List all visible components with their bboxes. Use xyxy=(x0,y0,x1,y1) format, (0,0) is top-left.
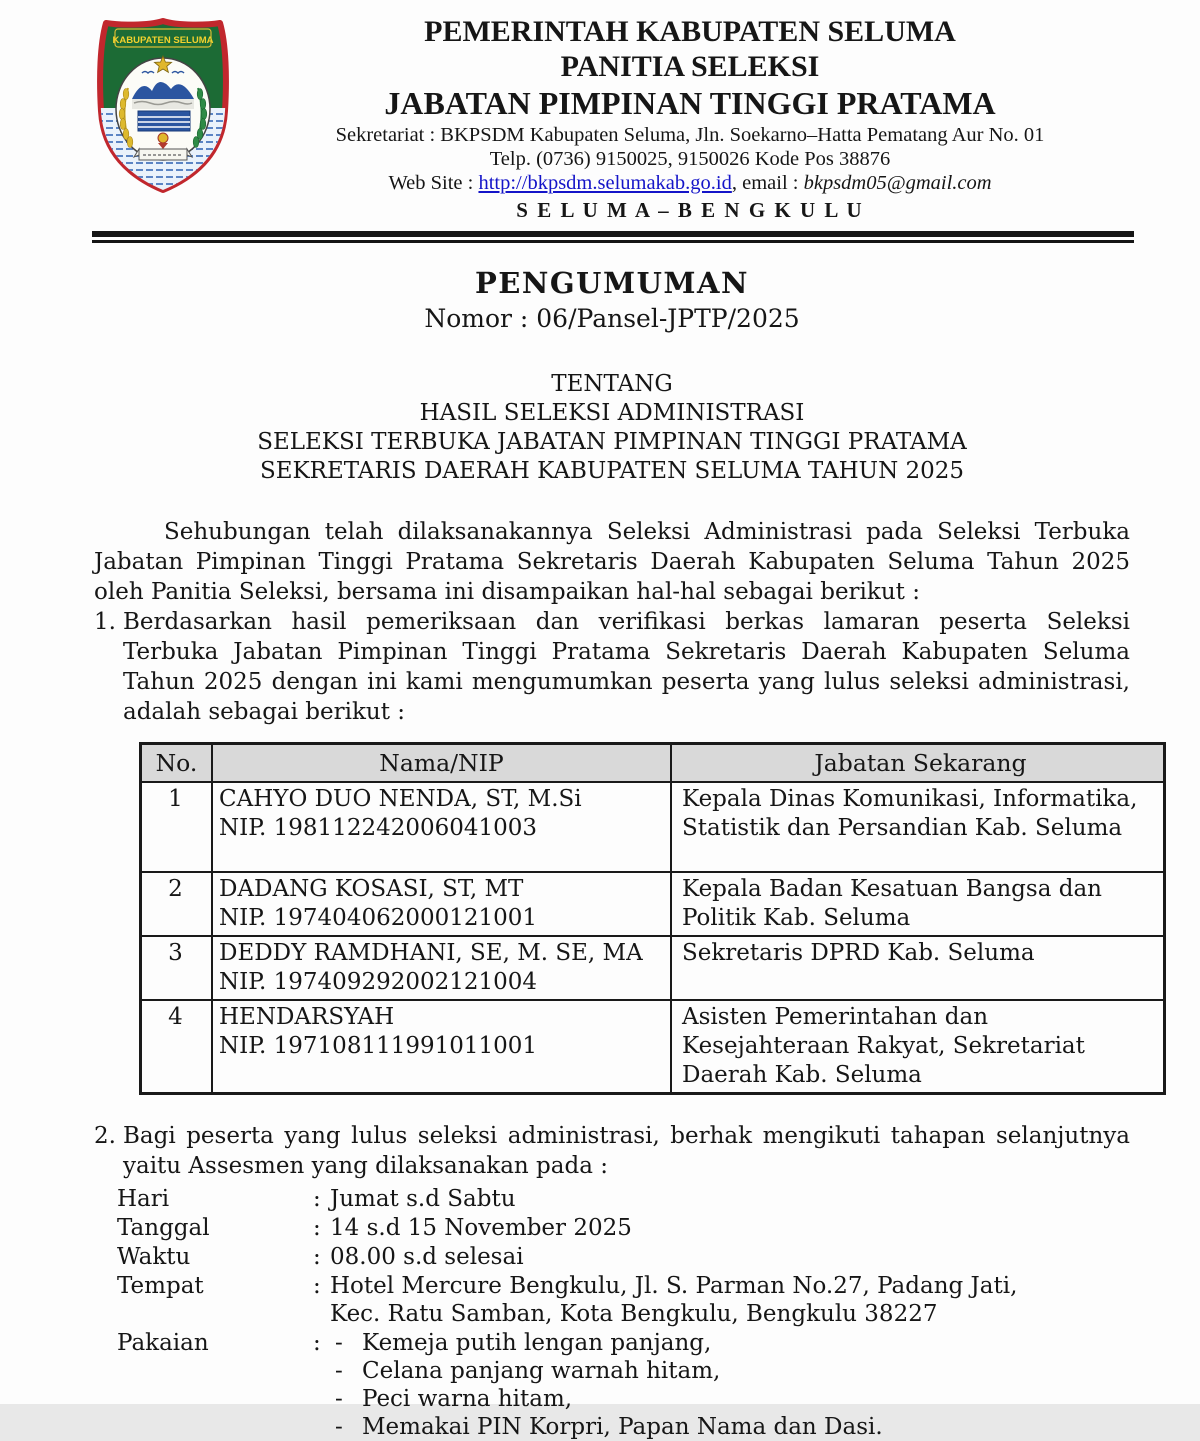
row-2-no: 2 xyxy=(141,872,213,936)
schedule-row-hari xyxy=(117,1185,1130,1213)
row-3-name-nip xyxy=(212,936,671,1000)
numbered-item-1 xyxy=(94,607,1130,727)
pakaian-label: Pakaian xyxy=(117,1330,209,1356)
row-2-position: Kepala Badan Kesatuan Bangsa dan Politik Kab. Seluma xyxy=(671,872,1165,936)
tempat-value xyxy=(330,1272,1130,1328)
schedule-row-tanggal xyxy=(117,1214,1130,1242)
pakaian-item-text: Celana panjang warnah hitam, xyxy=(362,1358,721,1384)
colon-spacer xyxy=(313,1385,330,1413)
pakaian-items xyxy=(313,1329,1130,1441)
table-row xyxy=(141,936,1165,1000)
row-1-name: CAHYO DUO NENDA, ST, M.Si xyxy=(219,786,582,812)
pakaian-item xyxy=(313,1357,1130,1385)
row-2-name-nip xyxy=(212,872,671,936)
pakaian-item-text: Kemeja putih lengan panjang, xyxy=(362,1330,712,1356)
subject-block xyxy=(94,370,1130,486)
schedule-row-pakaian xyxy=(117,1329,1130,1441)
row-4-no: 4 xyxy=(141,1000,213,1094)
waktu-label: Waktu xyxy=(117,1244,191,1270)
pakaian-item-text: Peci warna hitam, xyxy=(362,1386,573,1412)
row-1-no: 1 xyxy=(141,782,213,872)
website-link[interactable]: http://bkpsdm.selumakab.go.id xyxy=(478,172,732,194)
numbered-item-2 xyxy=(94,1121,1130,1181)
row-3-name: DEDDY RAMDHANI, SE, M. SE, MA xyxy=(219,940,643,966)
letterhead-double-rule xyxy=(92,231,1134,243)
dash-bullet: - xyxy=(335,1330,343,1356)
row-1-nip: NIP. 198112242006041003 xyxy=(219,815,538,841)
row-4-position: Asisten Pemerintahan dan Kesejahteraan Rakyat, Sekretariat Daerah Kab. Seluma xyxy=(671,1000,1165,1094)
col-header-jabatan: Jabatan Sekarang xyxy=(671,744,1165,783)
colon-spacer xyxy=(313,1357,330,1385)
website-label: Web Site : xyxy=(388,172,479,194)
government-name: PEMERINTAH KABUPATEN SELUMA xyxy=(424,15,956,48)
dash-bullet: - xyxy=(335,1414,343,1440)
pakaian-colon: : xyxy=(313,1330,321,1356)
document-title: PENGUMUMAN xyxy=(475,266,749,300)
pakaian-item xyxy=(313,1413,1130,1441)
waktu-colon: : xyxy=(313,1244,321,1270)
colon-spacer xyxy=(313,1413,330,1441)
row-3-no: 3 xyxy=(141,936,213,1000)
schedule-row-tempat xyxy=(117,1272,1130,1328)
table-header-row xyxy=(141,744,1165,783)
letterhead xyxy=(0,0,1200,224)
secretariat-address: Sekretariat : BKPSDM Kabupaten Seluma, Jln. Soekarno–Hatta Pematang Aur No. 01 xyxy=(335,124,1045,146)
row-4-name-nip xyxy=(212,1000,671,1094)
assessment-schedule xyxy=(117,1185,1130,1441)
row-2-nip: NIP. 197404062000121001 xyxy=(219,905,538,931)
col-header-nama-nip: Nama/NIP xyxy=(212,744,671,783)
row-3-nip: NIP. 197409292002121004 xyxy=(219,969,538,995)
document-number: Nomor : 06/Pansel-JPTP/2025 xyxy=(424,304,800,333)
seal-banner-text: KABUPATEN SELUMA xyxy=(112,35,214,46)
hari-colon: : xyxy=(313,1186,321,1212)
row-4-name: HENDARSYAH xyxy=(219,1004,395,1030)
pakaian-item xyxy=(313,1385,1130,1413)
selection-results-table xyxy=(139,742,1166,1095)
dash-bullet: - xyxy=(335,1386,343,1412)
col-header-no: No. xyxy=(141,744,213,783)
tempat-line-1: Hotel Mercure Bengkulu, Jl. S. Parman No.27, Padang Jati, xyxy=(330,1273,1018,1299)
email-label: , email : xyxy=(731,172,804,194)
waktu-value: 08.00 s.d selesai xyxy=(330,1244,524,1270)
schedule-row-waktu xyxy=(117,1243,1130,1271)
row-4-nip: NIP. 197108111991011001 xyxy=(219,1033,538,1059)
tempat-line-2: Kec. Ratu Samban, Kota Bengkulu, Bengkulu 38227 xyxy=(330,1301,938,1327)
phone-line: Telp. (0736) 9150025, 9150026 Kode Pos 38876 xyxy=(489,148,891,170)
document-body xyxy=(0,266,1200,1441)
row-3-position: Sekretaris DPRD Kab. Seluma xyxy=(671,936,1165,1000)
row-1-position: Kepala Dinas Komunikasi, Informatika, Statistik dan Persandian Kab. Seluma xyxy=(671,782,1165,872)
tanggal-label: Tanggal xyxy=(117,1215,210,1241)
region-line: S E L U M A – B E N G K U L U xyxy=(516,198,864,222)
tanggal-value: 14 s.d 15 November 2025 xyxy=(330,1215,632,1241)
item-1-number: 1. xyxy=(94,609,116,635)
subject-tentang: TENTANG xyxy=(551,371,673,397)
seluma-regency-seal-icon xyxy=(92,16,234,196)
item-2-number: 2. xyxy=(94,1123,116,1149)
row-1-name-nip xyxy=(212,782,671,872)
row-2-name: DADANG KOSASI, ST, MT xyxy=(219,876,524,902)
letterhead-text xyxy=(248,14,1132,224)
pakaian-item-text: Memakai PIN Korpri, Papan Nama dan Dasi. xyxy=(362,1414,883,1440)
table-row xyxy=(141,782,1165,872)
tempat-colon: : xyxy=(313,1273,321,1299)
pakaian-item xyxy=(313,1329,1130,1357)
email-address: bkpsdm05@gmail.com xyxy=(803,172,992,194)
item-1-text: Berdasarkan hasil pemeriksaan dan verifikasi berkas lamaran peserta Seleksi Terbuka Jabatan Pimpinan Tinggi Pratama Sekretaris Daerah Kabupaten Seluma Tahun 2025 dengan ini kami mengumumkan peserta yang lulus seleksi administrasi, adalah sebagai berikut : xyxy=(123,609,1130,725)
subject-line-3: SEKRETARIS DAERAH KABUPATEN SELUMA TAHUN 2025 xyxy=(259,458,965,484)
committee-scope: JABATAN PIMPINAN TINGGI PRATAMA xyxy=(384,85,996,121)
intro-paragraph: Sehubungan telah dilaksanakannya Seleksi Administrasi pada Seleksi Terbuka Jabatan Pimpinan Tinggi Pratama Sekretaris Daerah Kabupaten Seluma Tahun 2025 oleh Panitia Seleksi, bersama ini disampaikan hal-hal sebagai berikut : xyxy=(94,519,1130,605)
committee-name: PANITIA SELEKSI xyxy=(560,50,820,83)
table-row xyxy=(141,1000,1165,1094)
dash-bullet: - xyxy=(335,1358,343,1384)
item-2-text: Bagi peserta yang lulus seleksi administrasi, berhak mengikuti tahapan selanjutnya yaitu Assesmen yang dilaksanakan pada : xyxy=(123,1123,1130,1179)
subject-line-2: SELEKSI TERBUKA JABATAN PIMPINAN TINGGI PRATAMA xyxy=(257,429,967,455)
tanggal-colon: : xyxy=(313,1215,321,1241)
subject-line-1: HASIL SELEKSI ADMINISTRASI xyxy=(419,400,805,426)
web-email-line xyxy=(248,171,1132,195)
table-row xyxy=(141,872,1165,936)
tempat-label: Tempat xyxy=(117,1273,204,1299)
hari-label: Hari xyxy=(117,1186,170,1212)
hari-value: Jumat s.d Sabtu xyxy=(330,1186,516,1212)
